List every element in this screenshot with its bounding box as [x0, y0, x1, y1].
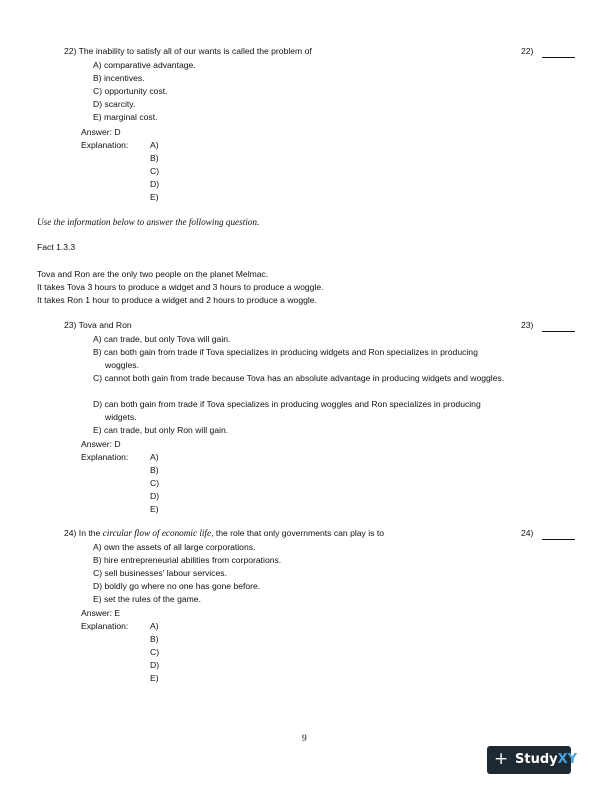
- studyxy-logo-text: [515, 752, 577, 768]
- q22-number-label: 22): [521, 46, 534, 56]
- q22-option-c: C) opportunity cost.: [93, 86, 168, 96]
- q22-expl-d: D): [150, 179, 160, 189]
- fact-title: Fact 1.3.3: [37, 242, 76, 252]
- q22-option-b: B) incentives.: [93, 73, 145, 83]
- q23-expl-d: D): [150, 491, 160, 501]
- q24-expl-c: C): [150, 647, 160, 657]
- q22-expl-a: A): [150, 140, 159, 150]
- q22-option-e: E) marginal cost.: [93, 112, 158, 122]
- plus-icon: +: [494, 749, 509, 769]
- q22-expl-e: E): [150, 192, 159, 202]
- q22-expl-b: B): [150, 153, 159, 163]
- q24-option-c: C) sell businesses' labour services.: [93, 568, 227, 578]
- fact-line-3: It takes Ron 1 hour to produce a widget and 2 hours to produce a woggle.: [37, 295, 317, 305]
- instruction-text: Use the information below to answer the following question.: [37, 217, 260, 227]
- q24-expl-b: B): [150, 634, 159, 644]
- q22-explanation-label: Explanation:: [81, 140, 129, 150]
- q24-number-label: 24): [521, 528, 534, 538]
- q24-question-suffix: , the role that only governments can play is to: [211, 528, 384, 538]
- q23-explanation-label: Explanation:: [81, 452, 129, 462]
- q23-expl-e: E): [150, 504, 159, 514]
- q22-answer: Answer: D: [81, 127, 121, 137]
- q23-answer-blank: [542, 331, 575, 332]
- q23-option-a: A) can trade, but only Tova will gain.: [93, 334, 231, 344]
- q22-question: 22) The inability to satisfy all of our wants is called the problem of: [64, 46, 312, 56]
- fact-line-2: It takes Tova 3 hours to produce a widget and 3 hours to produce a woggle.: [37, 282, 324, 292]
- page-number: 9: [302, 734, 307, 744]
- brand-study: Study: [515, 752, 558, 767]
- q22-answer-blank: [542, 57, 575, 58]
- q23-option-d: D) can both gain from trade if Tova specializes in producing woggles and Ron specializes in producing widgets.: [93, 399, 481, 422]
- q24-option-b: B) hire entrepreneurial abilities from corporations.: [93, 555, 282, 565]
- q23-answer: Answer: D: [81, 439, 121, 449]
- q23-expl-b: B): [150, 465, 159, 475]
- q23-option-b: B) can both gain from trade if Tova specializes in producing widgets and Ron specializes in producing woggles.: [93, 347, 478, 370]
- q23-question: 23) Tova and Ron: [64, 320, 132, 330]
- q24-expl-d: D): [150, 660, 160, 670]
- q24-expl-e: E): [150, 673, 159, 683]
- brand-xy: XY: [557, 752, 578, 767]
- q24-question: [64, 527, 384, 540]
- q24-question-italic: circular flow of economic life: [102, 528, 212, 538]
- q22-expl-c: C): [150, 166, 160, 176]
- q24-answer: Answer: E: [81, 608, 121, 618]
- fact-line-1: Tova and Ron are the only two people on the planet Melmac.: [37, 269, 269, 279]
- studyxy-badge[interactable]: [487, 746, 578, 774]
- q22-option-a: A) comparative advantage.: [93, 60, 196, 70]
- q24-option-d: D) boldly go where no one has gone before.: [93, 581, 261, 591]
- q23-number-label: 23): [521, 320, 534, 330]
- q24-explanation-label: Explanation:: [81, 621, 129, 631]
- q23-expl-c: C): [150, 478, 160, 488]
- q24-option-e: E) set the rules of the game.: [93, 594, 201, 604]
- q22-option-d: D) scarcity.: [93, 99, 136, 109]
- q23-option-e: E) can trade, but only Ron will gain.: [93, 425, 229, 435]
- q23-option-c: C) cannot both gain from trade because Tova has an absolute advantage in producing widgets and woggles.: [93, 373, 505, 383]
- q24-answer-blank: [542, 539, 575, 540]
- q24-question-prefix: 24) In the: [64, 528, 103, 538]
- q23-expl-a: A): [150, 452, 159, 462]
- q24-option-a: A) own the assets of all large corporations.: [93, 542, 256, 552]
- q24-expl-a: A): [150, 621, 159, 631]
